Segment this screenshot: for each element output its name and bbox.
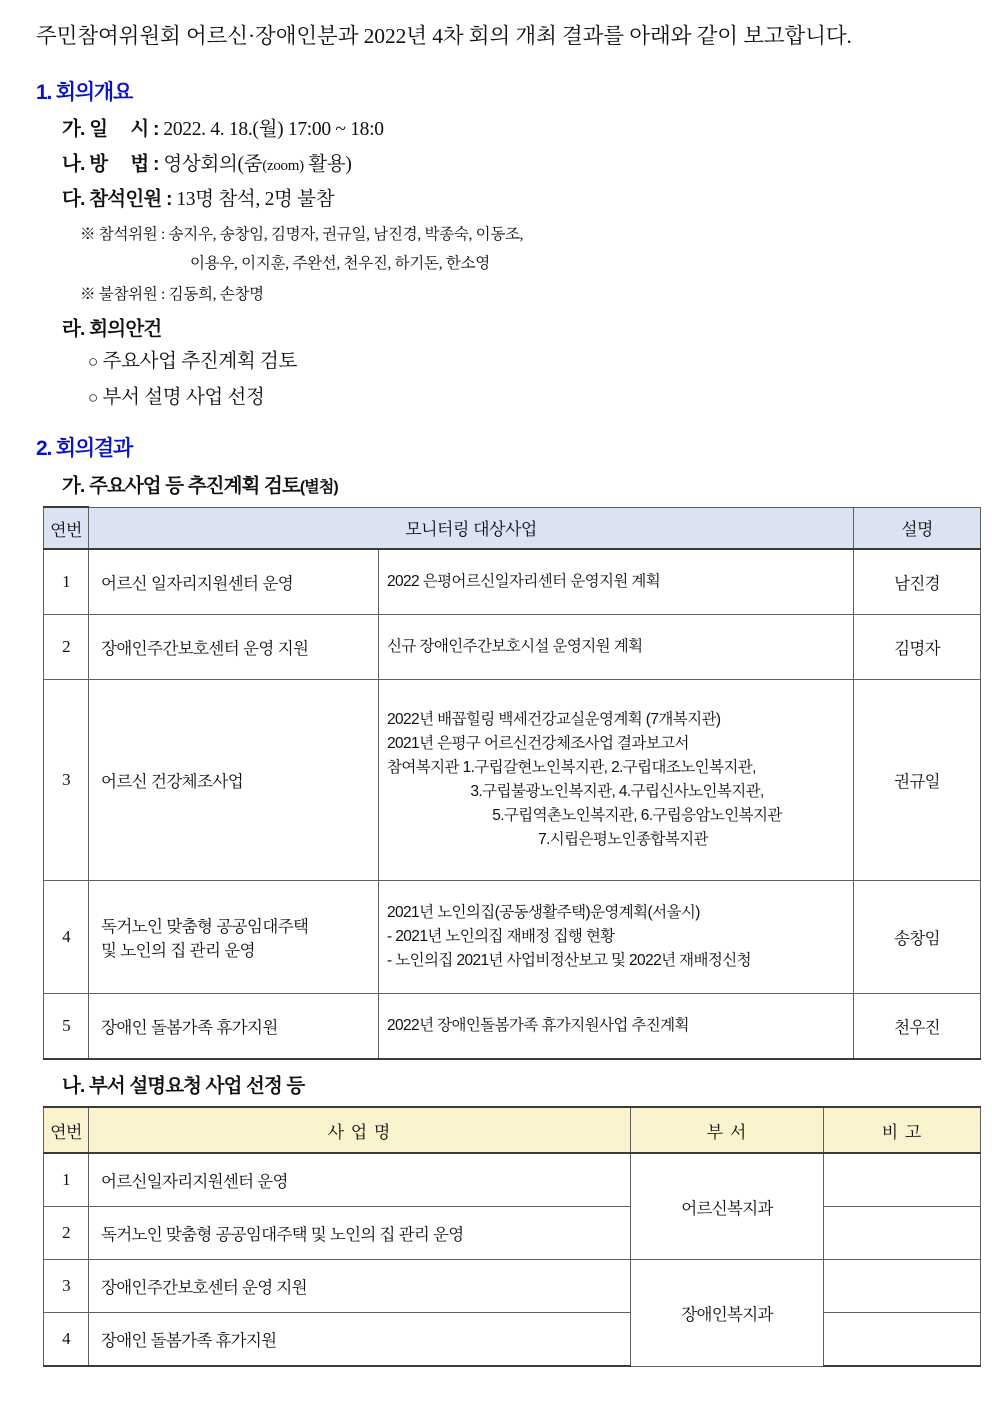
table-row [44, 549, 981, 615]
table2-row2-remark [824, 1207, 981, 1260]
attendees-note-continued: 이용우, 이지훈, 주완선, 천우진, 하기돈, 한소영 [190, 255, 490, 272]
table1-row5-name: 장애인 돌봄가족 휴가지원 [89, 994, 379, 1060]
agenda-item-2 [88, 381, 265, 409]
meeting-method-label: 나. 방 법 : [62, 153, 164, 175]
table1-row4-desc-line-3: - 노인의집 2021년 사업비정산보고 및 2022년 재배정신청 [387, 952, 752, 969]
attendees-note [80, 222, 523, 244]
table-row [44, 1207, 981, 1260]
agenda-item-2-text: 부서 설명 사업 선정 [102, 387, 265, 408]
attendance-value: 13명 참석, 2명 불참 [176, 189, 335, 210]
absentees-note [80, 282, 264, 304]
table1-col-owner: 설명 [854, 507, 981, 549]
table1-row3-desc-line-3: 참여복지관 1.구립갈현노인복지관, 2.구립대조노인복지관, [387, 758, 756, 776]
table1-row5-owner: 천우진 [854, 994, 981, 1060]
table1-row2-no: 2 [44, 615, 89, 680]
agenda-label: 라. 회의안건 [62, 318, 162, 340]
section-2-heading: 2. 회의결과 [36, 437, 133, 460]
table2-row3-remark [824, 1260, 981, 1313]
table2-header-row [44, 1107, 981, 1153]
table1-row3-desc-line-1: 2022년 배꼽힐링 백세건강교실운영계획 (7개복지관) [387, 710, 721, 728]
department-request-table [43, 1106, 981, 1367]
agenda-item-1-text: 주요사업 추진계획 검토 [102, 351, 298, 372]
circle-bullet-icon: ○ [88, 352, 98, 371]
table-row [44, 615, 981, 680]
table1-row3-desc-line-6: 7.시립은평노인종합복지관 [538, 831, 708, 849]
table2-col-dept: 부 서 [631, 1107, 824, 1153]
table1-row4-desc-line-1: 2021년 노인의집(공동생활주택)운영계획(서울시) [387, 903, 700, 921]
table2-row3-no: 3 [44, 1260, 89, 1313]
table2-row4-no: 4 [44, 1313, 89, 1367]
table-row [44, 1260, 981, 1313]
attendees-line-1: 송지우, 송창임, 김명자, 권규일, 남진경, 박종숙, 이동조, [168, 226, 524, 243]
meeting-method-tail: 활용) [303, 154, 352, 175]
table1-row4-owner: 송창임 [854, 881, 981, 994]
table1-row3-no: 3 [44, 680, 89, 881]
table1-row2-owner: 김명자 [854, 615, 981, 680]
table1-row4-name-line-1: 독거노인 맞춤형 공공임대주택 [101, 918, 309, 936]
table1-row3-name: 어르신 건강체조사업 [89, 680, 379, 881]
table1-row3-desc-line-5: 5.구립역촌노인복지관, 6.구립응암노인복지관 [492, 807, 782, 825]
table1-row1-no: 1 [44, 549, 89, 615]
table1-row4-no: 4 [44, 881, 89, 994]
table2-row1-biz: 어르신일자리지원센터 운영 [89, 1153, 631, 1207]
table1-row4-name [89, 881, 379, 994]
table2-row2-biz: 독거노인 맞춤형 공공임대주택 및 노인의 집 관리 운영 [89, 1207, 631, 1260]
table2-row1-no: 1 [44, 1153, 89, 1207]
attendees-label: ※ 참석위원 : [80, 226, 169, 243]
absentees-value: 김동희, 손창명 [168, 286, 264, 303]
table1-row1-desc: 2022 은평어르신일자리센터 운영지원 계획 [379, 549, 854, 615]
table2-col-no: 연번 [44, 1107, 89, 1153]
table2-col-remark: 비 고 [824, 1107, 981, 1153]
intro-paragraph: 주민참여위원회 어르신·장애인분과 2022년 4차 회의 개최 결과를 아래와 같이 보고합니다. [36, 24, 852, 48]
table2-title: 나. 부서 설명요청 사업 선정 등 [62, 1075, 305, 1097]
table2-row3-biz: 장애인주간보호센터 운영 지원 [89, 1260, 631, 1313]
table1-row2-name: 장애인주간보호센터 운영 지원 [89, 615, 379, 680]
table1-title-text: 가. 주요사업 등 추진계획 검토 [62, 475, 300, 497]
table1-row3-desc-line-2: 2021년 은평구 어르신건강체조사업 결과보고서 [387, 734, 689, 752]
meeting-datetime-value: 2022. 4. 18.(월) 17:00 ~ 18:0 [163, 119, 384, 140]
table2-col-biz: 사 업 명 [89, 1107, 631, 1153]
agenda-item-1 [88, 345, 297, 373]
table-row [44, 1313, 981, 1367]
table1-row1-name: 어르신 일자리지원센터 운영 [89, 549, 379, 615]
table2-row4-biz: 장애인 돌봄가족 휴가지원 [89, 1313, 631, 1367]
meeting-method-row [62, 148, 352, 176]
section-1-heading: 1. 회의개요 [36, 81, 133, 104]
table-row [44, 881, 981, 994]
table-row [44, 1153, 981, 1207]
table2-row4-remark [824, 1313, 981, 1367]
table-row [44, 994, 981, 1060]
table1-row1-owner: 남진경 [854, 549, 981, 615]
table1-row5-desc: 2022년 장애인돌봄가족 휴가지원사업 추진계획 [379, 994, 854, 1060]
table1-row4-desc [379, 881, 854, 994]
table1-row4-name-line-2: 및 노인의 집 관리 운영 [101, 942, 255, 960]
table1-row3-desc [379, 680, 854, 881]
table1-header-row [44, 507, 981, 549]
table1-col-no: 연번 [44, 507, 89, 549]
table1-row5-no: 5 [44, 994, 89, 1060]
circle-bullet-icon: ○ [88, 388, 98, 407]
monitoring-projects-table [43, 506, 981, 1060]
attendance-label: 다. 참석인원 : [62, 188, 177, 210]
table1-row2-desc: 신규 장애인주간보호시설 운영지원 계획 [379, 615, 854, 680]
meeting-method-value: 영상회의(줌 [163, 154, 263, 175]
table2-dept-disabled: 장애인복지과 [631, 1260, 824, 1367]
absentees-label: ※ 불참위원 : [80, 286, 169, 303]
table1-title [62, 470, 338, 498]
table1-col-target: 모니터링 대상사업 [89, 507, 854, 549]
meeting-datetime-row [62, 113, 384, 141]
table2-row2-no: 2 [44, 1207, 89, 1260]
table1-row4-desc-line-2: - 2021년 노인의집 재배정 집행 현황 [387, 927, 615, 945]
table2-dept-elderly: 어르신복지과 [631, 1153, 824, 1260]
meeting-datetime-label: 가. 일 시 : [62, 118, 164, 140]
table-row [44, 680, 981, 881]
meeting-method-zoom: (zoom) [262, 158, 304, 174]
attendance-row [62, 183, 334, 211]
table1-row3-owner: 권규일 [854, 680, 981, 881]
table1-row3-desc-line-4: 3.구립불광노인복지관, 4.구립신사노인복지관, [470, 783, 764, 800]
table1-title-annex: (별첨) [299, 479, 338, 496]
table2-row1-remark [824, 1153, 981, 1207]
